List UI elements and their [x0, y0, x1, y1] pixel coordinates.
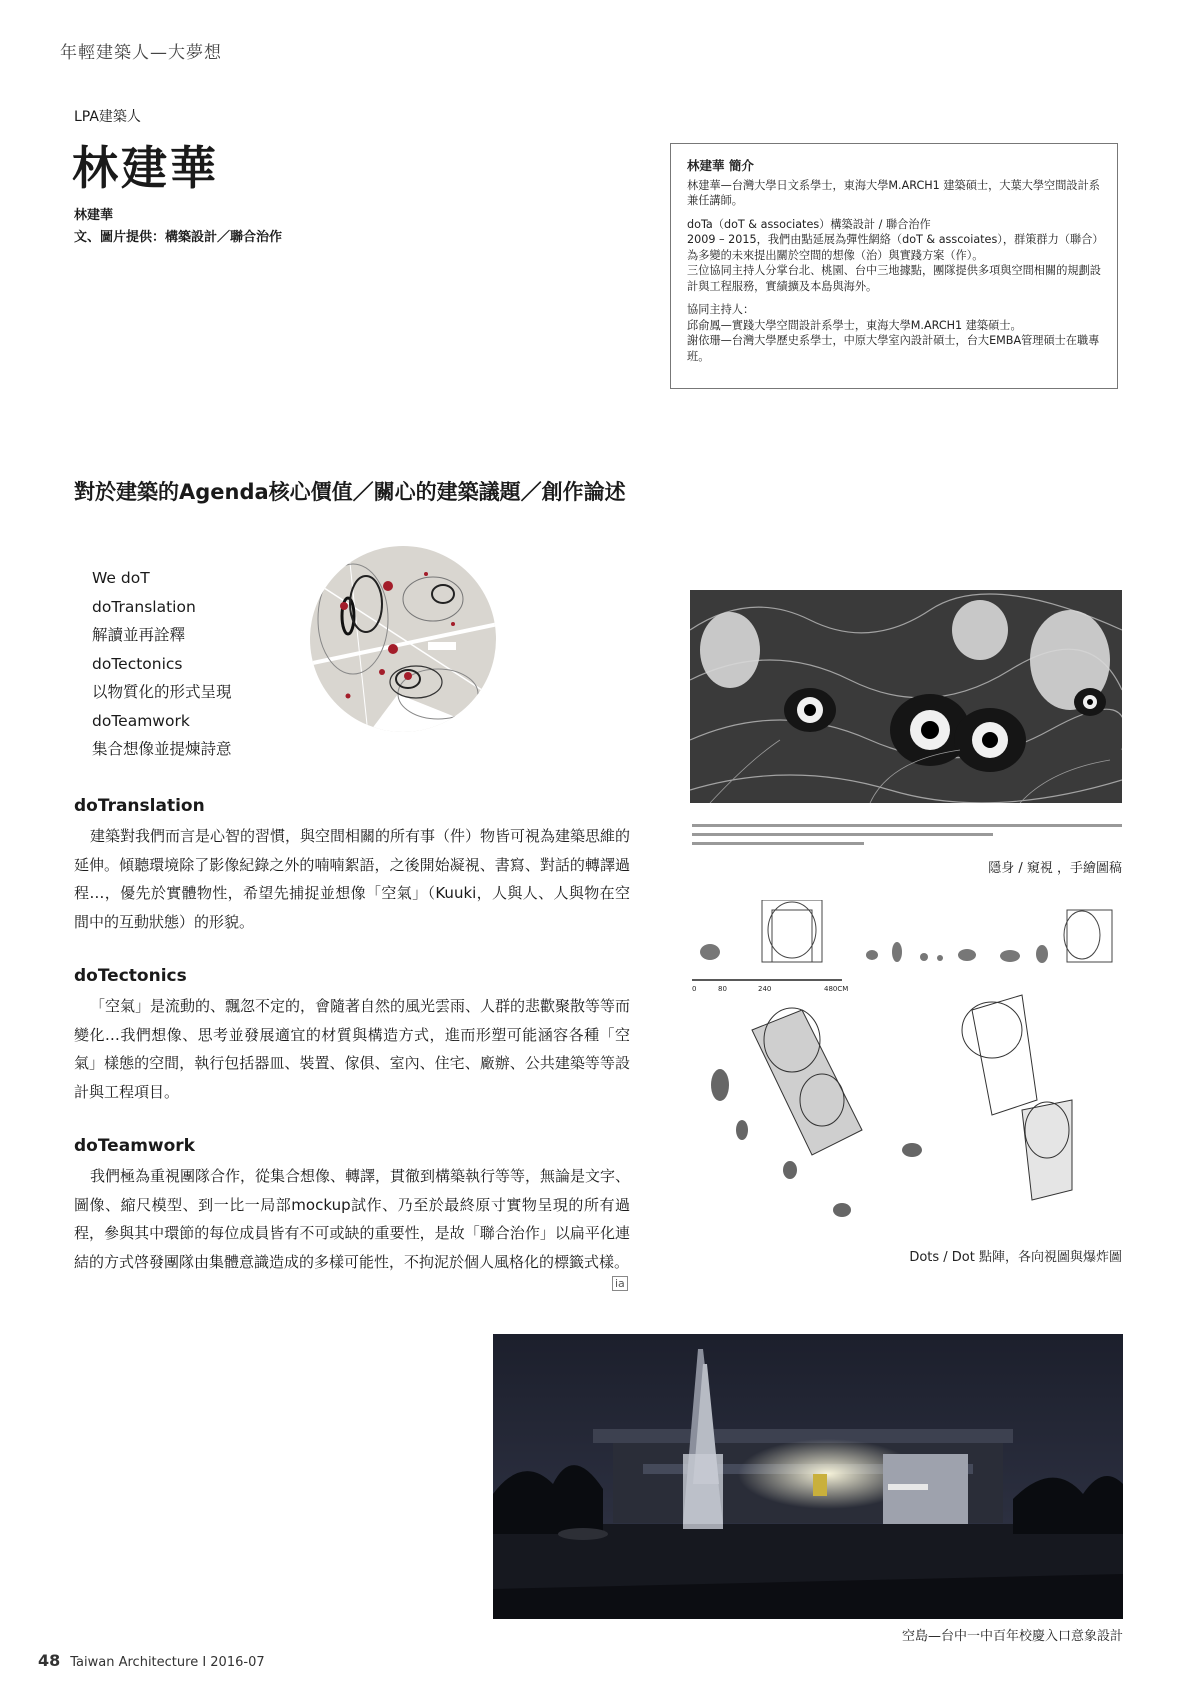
paragraph: 我們極為重視團隊合作，從集合想像、轉譯，貫徹到構築執行等等，無論是文字、圖像、縮尺模型、到一比一局部mockup試作、乃至於最終原寸實物呈現的所有過程，參與其中環節的每位成員皆有不可或缺的重要性，是故「聯合治作」以扁平化連結的方式啓發團隊由集體意識造成的多樣可能性，不拘泥於個人風格化的標籤式樣。 [74, 1167, 631, 1271]
bio-paragraph-3 [687, 302, 1101, 364]
night-rendering-image [493, 1334, 1123, 1619]
end-mark-logo: ia [612, 1276, 628, 1291]
dot-concept-diagram [308, 544, 498, 734]
scale-tick: 0 [692, 985, 697, 993]
bio-partner-1: 邱俞鳳—實踐大學空間設計系學士，東海大學M.ARCH1 建築碩士。 [687, 318, 1022, 332]
credit-block [74, 205, 282, 249]
page-number: 48 [38, 1651, 61, 1670]
figure3-caption: 空島—台中一中百年校慶入口意象設計 [901, 1629, 1123, 1644]
bio-history: 2009 – 2015，我們由點延展為彈性網絡（doT & asscoiates），群策群力（聯合）為多變的未來提出關於空間的想像（治）與實踐方案（作）。 [687, 233, 1098, 262]
paragraph: 建築對我們而言是心智的習慣，與空間相關的所有事（件）物皆可視為建築思維的延伸。傾聽環境除了影像紀錄之外的喃喃絮語，之後開始凝視、書寫、對話的轉譯過程…，優先於實體物性，希望先捕捉並想像「空氣」（Kuuki，人與人、人與物在空間中的互動狀態）的形貌。 [74, 827, 631, 931]
section-heading-teamwork: doTeamwork [74, 1136, 195, 1156]
bio-box [670, 143, 1118, 389]
credit-line: 文、圖片提供：構築設計／聯合治作 [74, 230, 283, 245]
dots-exploded-view-drawing [692, 900, 1122, 1240]
credit-name: 林建華 [74, 208, 114, 223]
agenda-item: doTranslation [92, 597, 196, 616]
bio-paragraph-1: 林建華—台灣大學日文系學士，東海大學M.ARCH1 建築碩士，大葉大學空間設計系兼任講師。 [687, 178, 1100, 207]
fine-print-line [692, 824, 1122, 827]
scale-tick: 480CM [824, 985, 849, 993]
section-heading-tectonics: doTectonics [74, 966, 187, 986]
section-heading-translation: doTranslation [74, 796, 205, 816]
agenda-item: doTectonics [92, 654, 183, 673]
bio-partner-2: 謝依珊—台灣大學歷史系學士，中原大學室內設計碩士，台大EMBA管理碩士在職專班。 [687, 334, 1100, 363]
owl-drawing-image [690, 590, 1122, 803]
paragraph: 「空氣」是流動的、飄忽不定的，會隨著自然的風光雲雨、人群的悲歡聚散等等而變化…我們想像、思考並發展適宜的材質與構造方式，進而形塑可能涵容各種「空氣」樣態的空間，執行包括器皿、裝置、傢俱、室內、住宅、廠辦、公共建築等等設計與工程項目。 [74, 997, 631, 1101]
figure1-caption-block [692, 824, 1122, 876]
bio-offices: 三位協同主持人分掌台北、桃園、台中三地據點，團隊提供多項與空間相關的規劃設計與工程服務，實績擴及本島與海外。 [687, 264, 1101, 293]
agenda-list [92, 564, 232, 764]
agenda-item: 解讀並再詮釋 [92, 626, 186, 644]
fine-print-line [692, 833, 993, 836]
bio-firm: doTa（doT & associates）構築設計 / 聯合治作 [687, 217, 931, 231]
section-body-translation [74, 822, 630, 936]
eyebrow-label: LPA建築人 [74, 109, 141, 125]
section-title: 年輕建築人—大夢想 [60, 43, 222, 63]
scale-tick: 80 [718, 985, 727, 993]
page-footer [38, 1651, 265, 1670]
bio-paragraph-2 [687, 217, 1101, 295]
bio-partners-label: 協同主持人： [687, 303, 755, 316]
section-body-teamwork [74, 1162, 630, 1276]
agenda-heading: 對於建築的Agenda核心價值／關心的建築議題／創作論述 [74, 480, 626, 504]
magazine-issue: Taiwan Architecture I 2016-07 [70, 1655, 265, 1670]
section-body-tectonics [74, 992, 630, 1106]
agenda-item: doTeamwork [92, 711, 190, 730]
scale-tick: 240 [758, 985, 772, 993]
agenda-item: We doT [92, 569, 150, 587]
figure2-caption: Dots / Dot 點陣，各向視圖與爆炸圖 [909, 1250, 1122, 1265]
bio-title: 林建華 簡介 [687, 158, 754, 173]
architect-name: 林建華 [72, 141, 219, 195]
agenda-item: 集合想像並提煉詩意 [92, 740, 232, 758]
figure1-caption: 隱身 / 窺視 ，手繪圖稿 [988, 861, 1122, 876]
agenda-item: 以物質化的形式呈現 [92, 683, 232, 701]
fine-print-line [692, 842, 864, 845]
